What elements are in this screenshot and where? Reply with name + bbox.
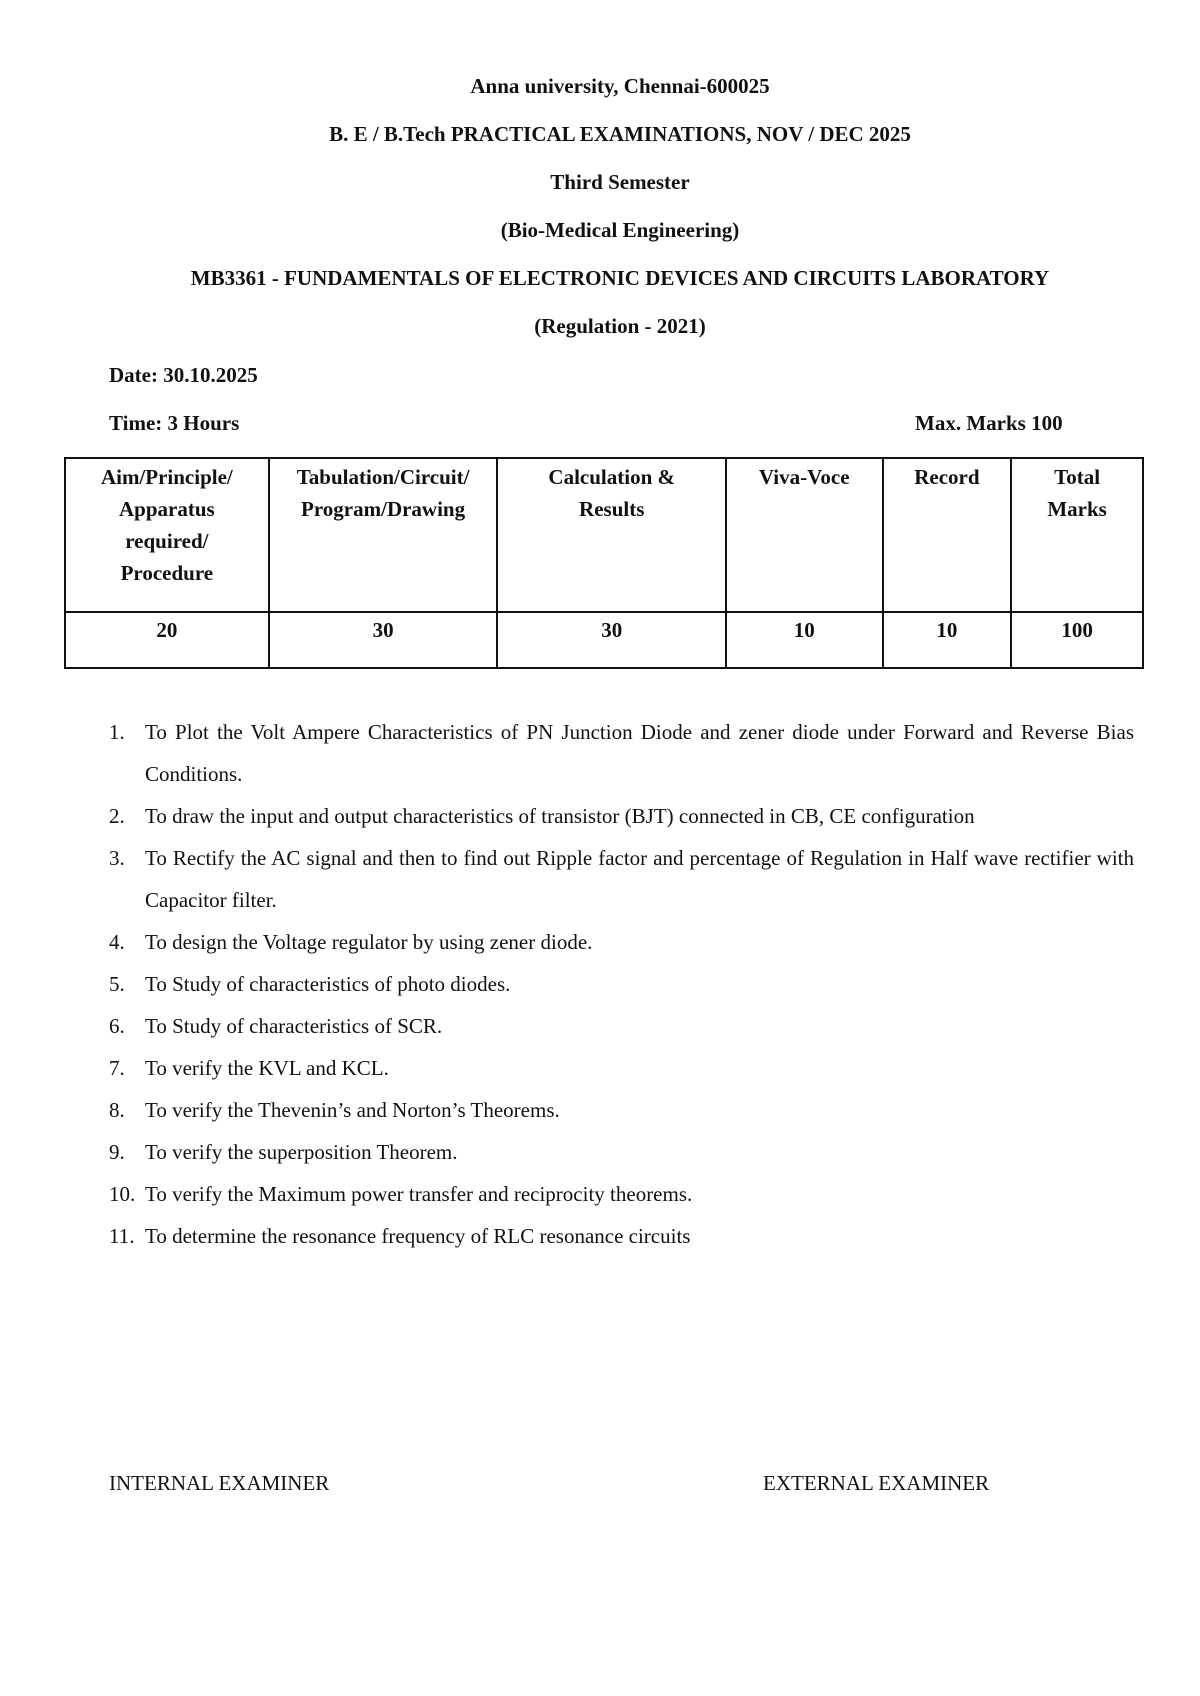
experiment-number: 3. [109, 846, 125, 870]
course-heading: MB3361 - FUNDAMENTALS OF ELECTRONIC DEVICES AND CIRCUITS LABORATORY [190, 266, 1050, 290]
marks-header-cell [269, 458, 498, 612]
semester-heading: Third Semester [550, 170, 690, 194]
marks-value-cell: 30 [269, 612, 498, 668]
experiment-text: To draw the input and output characteristics of transistor (BJT) connected in CB, CE configuration [145, 804, 975, 828]
experiment-number: 6. [109, 1014, 125, 1038]
marks-table [64, 457, 1144, 669]
marks-header-line: Apparatus [119, 497, 215, 521]
marks-header-cell [65, 458, 269, 612]
marks-header-cell [497, 458, 725, 612]
marks-header-cell [883, 458, 1012, 612]
experiment-text: To design the Voltage regulator by using zener diode. [145, 930, 593, 954]
university-heading: Anna university, Chennai-600025 [470, 74, 770, 98]
experiment-text: To determine the resonance frequency of RLC resonance circuits [145, 1224, 691, 1248]
experiment-list [109, 711, 1134, 1257]
marks-header-cell [726, 458, 883, 612]
experiment-number: 11. [109, 1224, 135, 1248]
marks-header-line: Results [579, 497, 645, 521]
experiment-item [109, 1047, 1134, 1089]
experiment-text: To verify the KVL and KCL. [145, 1056, 389, 1080]
experiment-text: To Plot the Volt Ampere Characteristics of PN Junction Diode and zener diode under Forward and Reverse Bias Conditions. [145, 720, 1134, 786]
experiment-number: 9. [109, 1140, 125, 1164]
experiment-number: 1. [109, 720, 125, 744]
experiment-number: 7. [109, 1056, 125, 1080]
experiment-item [109, 711, 1134, 795]
experiment-item [109, 1131, 1134, 1173]
internal-examiner-label: INTERNAL EXAMINER [109, 1471, 330, 1495]
marks-header-line: Tabulation/Circuit/ [296, 465, 470, 489]
experiment-text: To Rectify the AC signal and then to find out Ripple factor and percentage of Regulation in Half wave rectifier with Capacitor filter. [145, 846, 1134, 912]
experiment-item [109, 1089, 1134, 1131]
experiment-item [109, 921, 1134, 963]
marks-header-line: Aim/Principle/ [100, 465, 233, 489]
marks-header-row [65, 458, 1143, 612]
experiment-number: 10. [109, 1182, 136, 1206]
marks-value-cell: 10 [883, 612, 1012, 668]
regulation-heading: (Regulation - 2021) [534, 314, 706, 338]
marks-header-line: Procedure [120, 561, 214, 585]
marks-header-line: Marks [1047, 497, 1107, 521]
external-examiner-label: EXTERNAL EXAMINER [763, 1471, 990, 1495]
experiment-text: To verify the Thevenin’s and Norton’s Theorems. [145, 1098, 560, 1122]
exam-time: Time: 3 Hours [109, 411, 240, 435]
experiment-text: To verify the Maximum power transfer and reciprocity theorems. [145, 1182, 693, 1206]
marks-header-cell [1011, 458, 1143, 612]
marks-header-line: Program/Drawing [301, 497, 466, 521]
experiment-number: 5. [109, 972, 125, 996]
experiment-number: 4. [109, 930, 125, 954]
experiment-item [109, 963, 1134, 1005]
marks-value-cell: 30 [497, 612, 725, 668]
experiment-text: To verify the superposition Theorem. [145, 1140, 458, 1164]
experiment-number: 8. [109, 1098, 125, 1122]
marks-value-cell: 20 [65, 612, 269, 668]
experiment-item [109, 837, 1134, 921]
experiment-item [109, 1215, 1134, 1257]
experiment-item [109, 795, 1134, 837]
marks-header-line: Calculation & [548, 465, 675, 489]
department-heading: (Bio-Medical Engineering) [500, 218, 740, 242]
marks-header-line: Record [914, 465, 980, 489]
experiment-text: To Study of characteristics of photo diodes. [145, 972, 511, 996]
experiment-item [109, 1173, 1134, 1215]
marks-header-line: Total [1054, 465, 1101, 489]
experiment-text: To Study of characteristics of SCR. [145, 1014, 443, 1038]
marks-value-cell: 10 [726, 612, 883, 668]
marks-header-line: required/ [125, 529, 209, 553]
marks-value-cell: 100 [1011, 612, 1143, 668]
experiment-number: 2. [109, 804, 125, 828]
experiment-item [109, 1005, 1134, 1047]
exam-date: Date: 30.10.2025 [109, 363, 258, 387]
marks-value-row [65, 612, 1143, 668]
marks-header-line: Viva-Voce [758, 465, 850, 489]
max-marks: Max. Marks 100 [915, 411, 1063, 435]
exam-heading: B. E / B.Tech PRACTICAL EXAMINATIONS, NOV / DEC 2025 [329, 122, 911, 146]
